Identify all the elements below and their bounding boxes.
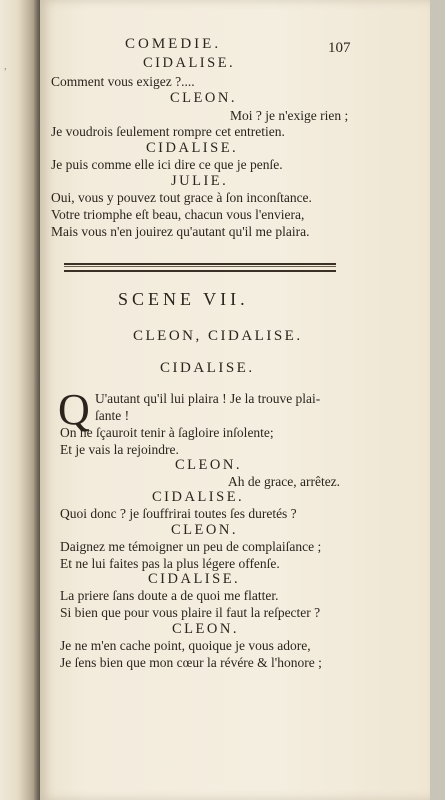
speaker-name: CLEON.	[172, 621, 239, 637]
speaker-name: CLEON.	[175, 457, 242, 473]
speaker-name: CIDALISE.	[160, 360, 255, 376]
speaker-name: CLEON.	[170, 90, 237, 106]
page-number: 107	[328, 40, 351, 56]
verse-line: Je voudrois ſeulement rompre cet entretien.	[51, 124, 285, 139]
verse-line: Moi ? je n'exige rien ;	[230, 108, 349, 123]
speaker-name: CIDALISE.	[143, 55, 236, 71]
verse-line: Je ſens bien que mon cœur la révére & l'honore ;	[60, 655, 322, 670]
scene-title: SCENE VII.	[118, 289, 249, 309]
speaker-name: CLEON.	[171, 522, 238, 538]
running-title: COMEDIE.	[125, 36, 222, 52]
verse-line: Oui, vous y pouvez tout grace à ſon inconſtance.	[51, 190, 312, 205]
speaker-name: JULIE.	[171, 173, 229, 189]
verse-line: Daignez me témoigner un peu de complaiſance ;	[60, 539, 322, 554]
scene-characters: CLEON, CIDALISE.	[133, 328, 303, 344]
verse-line: Si bien que pour vous plaire il faut la reſpecter ?	[60, 605, 321, 620]
verse-line: Quoi donc ? je ſouffrirai toutes ſes duretés ?	[60, 506, 297, 521]
speaker-name: CIDALISE.	[148, 571, 241, 587]
speaker-name: CIDALISE.	[146, 140, 239, 156]
verse-line: La priere ſans doute a de quoi me flatter.	[60, 588, 279, 603]
verse-line: Mais vous n'en jouirez qu'autant qu'il me plaira.	[51, 224, 310, 239]
bleed-through-mark: ,	[4, 60, 8, 72]
verse-line: On ne ſçauroit tenir à ſagloire inſolente;	[60, 425, 274, 440]
verse-line: Votre triomphe eſt beau, chacun vous l'enviera,	[51, 207, 305, 222]
verse-line: Je puis comme elle ici dire ce que je penſe.	[51, 157, 283, 172]
page-edge-right	[430, 0, 445, 800]
verse-line: Comment vous exigez ?....	[51, 74, 195, 89]
verse-line: Et je vais la rejoindre.	[60, 442, 179, 457]
verse-line: Je ne m'en cache point, quoique je vous adore,	[60, 638, 311, 653]
scene-divider-rule	[64, 263, 336, 272]
verse-line: Et ne lui faites pas la plus légere offenſe.	[60, 556, 280, 571]
verse-line: Ah de grace, arrêtez.	[228, 474, 341, 489]
speaker-name: CIDALISE.	[152, 489, 245, 505]
verse-line: ſante !	[95, 408, 130, 423]
drop-cap: Q	[58, 385, 90, 434]
verse-line: U'autant qu'il lui plaira ! Je la trouve plai-	[95, 391, 321, 406]
previous-page-edge	[0, 0, 40, 800]
